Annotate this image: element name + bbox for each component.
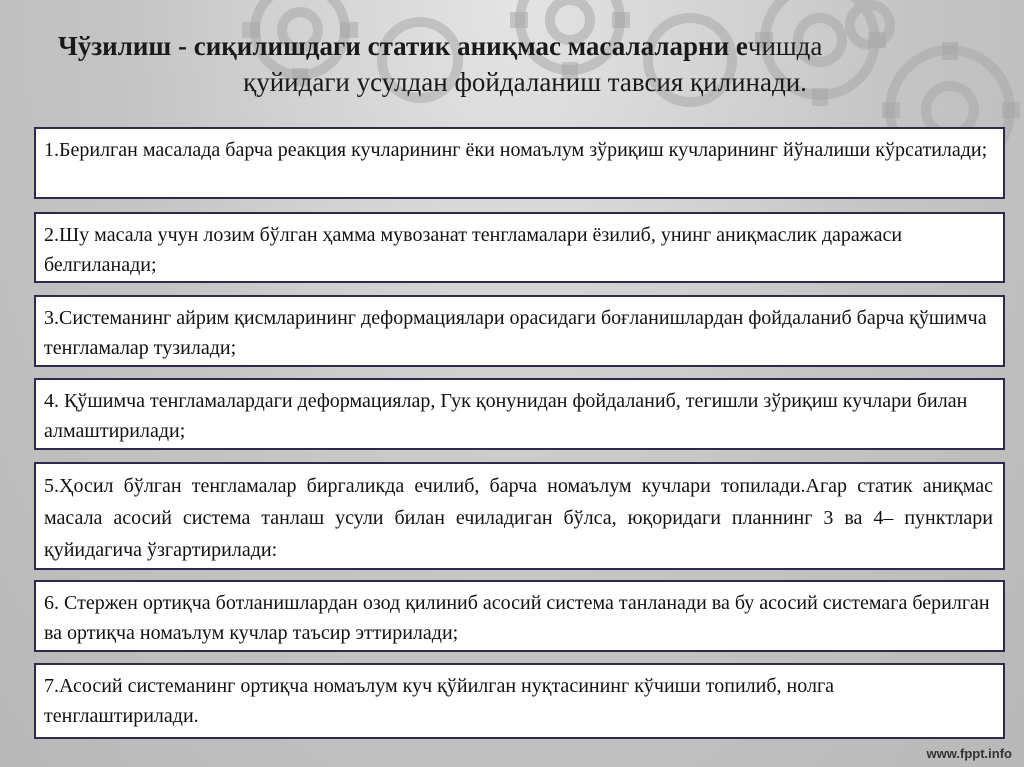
page-title [40,28,1010,100]
step-text-6: 6. Стержен ортиқча ботланишлардан озод қилиниб асосий система танланади ва бу асосий системага берилган ва ортиқча номаълум кучлар таъсир эттирилади; [44,592,990,644]
step-box-4 [34,378,1005,450]
footer-watermark: www.fppt.info [926,746,1012,761]
step-text-3: 3.Системанинг айрим қисмларининг деформациялари орасидаги боғланишлардан фойдаланиб барча қўшимча тенгламалар тузилади; [44,307,987,359]
step-text-2: 2.Шу масала учун лозим бўлган ҳамма мувозанат тенгламалари ёзилиб, унинг аниқмаслик даражаси белгиланади; [44,224,903,276]
step-box-5 [34,462,1005,570]
step-box-2 [34,212,1005,283]
step-text-5: 5.Ҳосил бўлган тенгламалар биргаликда ечилиб, барча номаълум кучлари топилади.Агар статик аниқмас масала асосий система танлаш усули билан ечиладиган бўлса, юқоридаги планнинг 3 ва 4– пунктлари қуйидагича ўзгартирилади: [44,475,993,561]
step-box-6 [34,580,1005,652]
title-line-1 [40,28,1010,64]
step-box-1 [34,127,1005,199]
step-text-7: 7.Асосий системанинг ортиқча номаълум куч қўйилган нуқтасининг кўчиши топилиб, нолга тенглаштирилади. [44,675,835,727]
step-box-3 [34,295,1005,367]
step-text-1: 1.Берилган масалада барча реакция кучларининг ёки номаълум зўриқиш кучларининг йўналиши кўрсатилади; [44,139,988,161]
step-box-7 [34,663,1005,739]
title-line-1-rest: чишда [747,31,823,61]
step-text-4: 4. Қўшимча тенгламалардаги деформациялар, Гук қонунидан фойдаланиб, тегишли зўриқиш кучлари билан алмаштирилади; [44,390,968,442]
title-line-2: қуйидаги усулдан фойдаланиш тавсия қилинади. [243,67,807,97]
title-line-1-bold: Чўзилиш - сиқилишдаги статик аниқмас масалаларни е [58,31,748,61]
